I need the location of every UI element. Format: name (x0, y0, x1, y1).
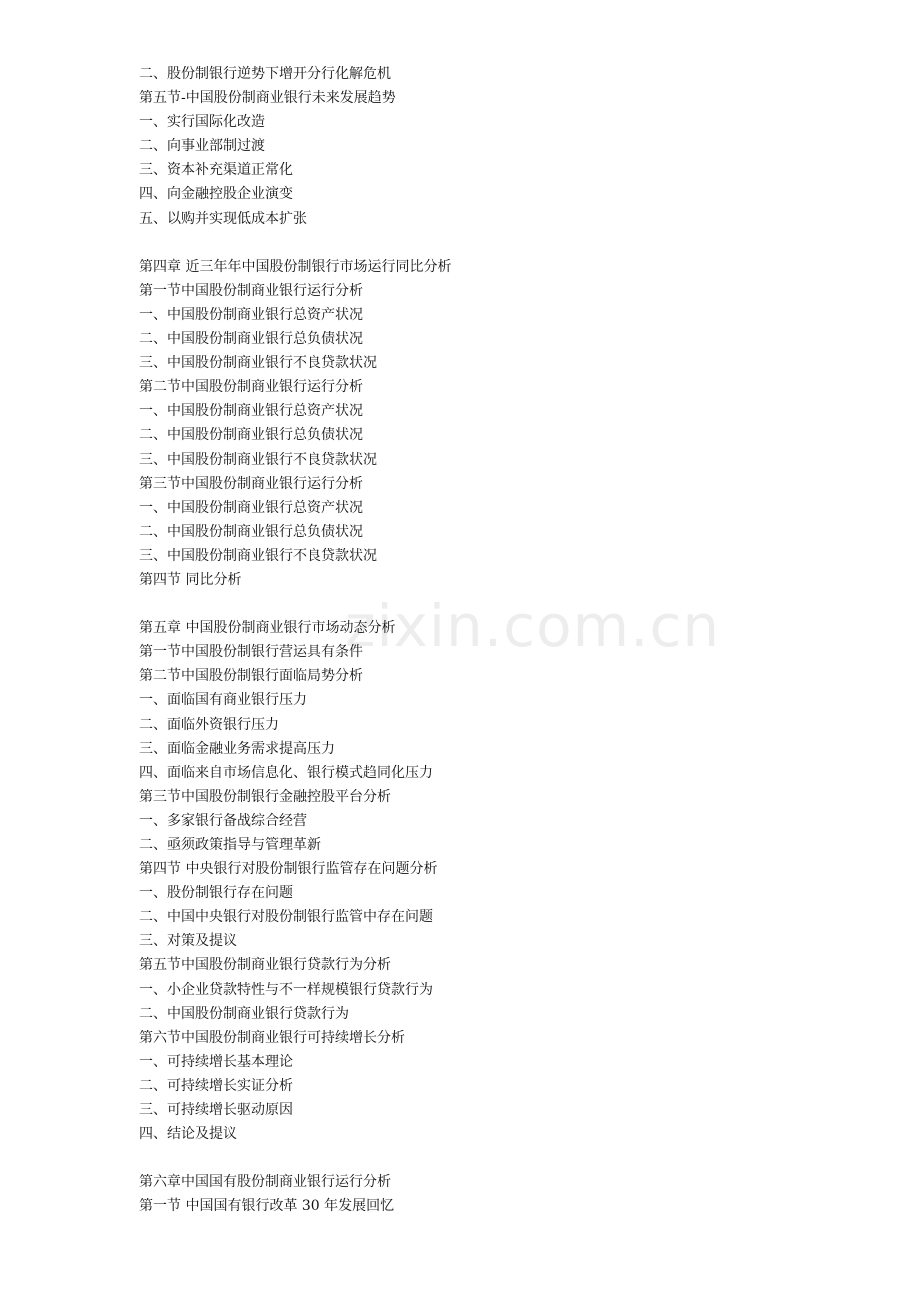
toc-line: 一、多家银行备战综合经营 (139, 812, 307, 829)
toc-line: 四、面临来自市场信息化、银行模式趋同化压力 (139, 764, 433, 781)
toc-line: 三、对策及提议 (139, 933, 237, 950)
toc-line: 二、中国股份制商业银行总负债状况 (139, 427, 363, 444)
toc-line: 二、中国股份制商业银行贷款行为 (139, 1005, 349, 1022)
toc-line: 二、股份制银行逆势下增开分行化解危机 (139, 66, 391, 82)
toc-section-heading: 第一节 中国国有银行改革 30 年发展回忆 (139, 1198, 395, 1215)
toc-line: 三、中国股份制商业银行不良贷款状况 (139, 451, 377, 468)
toc-line: 五、以购并实现低成本扩张 (139, 210, 307, 227)
toc-section-heading: 第四节 同比分析 (139, 571, 242, 588)
toc-line: 三、中国股份制商业银行不良贷款状况 (139, 547, 377, 564)
toc-chapter-heading: 第四章 近三年年中国股份制银行市场运行同比分析 (139, 258, 452, 275)
toc-section-heading: 第五节-中国股份制商业银行未来发展趋势 (139, 90, 396, 107)
watermark: zixin.com.cn (345, 592, 721, 660)
toc-line: 三、可持续增长驱动原因 (139, 1102, 293, 1119)
toc-section-heading: 第一节中国股份制商业银行运行分析 (139, 282, 363, 299)
toc-section-heading: 第一节中国股份制银行营运具有条件 (139, 644, 363, 661)
toc-section-heading: 第三节中国股份制银行金融控股平台分析 (139, 788, 391, 805)
toc-line: 三、中国股份制商业银行不良贷款状况 (139, 355, 377, 372)
toc-line: 一、可持续增长基本理论 (139, 1053, 293, 1070)
toc-line: 二、向事业部制过渡 (139, 138, 265, 155)
toc-line: 二、亟须政策指导与管理革新 (139, 837, 321, 853)
table-of-contents (139, 62, 839, 1219)
toc-chapter-heading: 第五章 中国股份制商业银行市场动态分析 (139, 620, 396, 637)
toc-line: 三、面临金融业务需求提高压力 (139, 740, 335, 757)
toc-line: 一、小企业贷款特性与不一样规模银行贷款行为 (139, 981, 433, 998)
toc-chapter-heading: 第六章中国国有股份制商业银行运行分析 (139, 1174, 391, 1191)
toc-line: 一、实行国际化改造 (139, 114, 265, 131)
toc-line: 四、结论及提议 (139, 1126, 237, 1143)
toc-line: 二、中国股份制商业银行总负债状况 (139, 331, 363, 348)
toc-line: 二、面临外资银行压力 (139, 716, 279, 733)
toc-line: 二、中国中央银行对股份制银行监管中存在问题 (139, 909, 433, 926)
blank-line (139, 231, 839, 255)
toc-line: 二、可持续增长实证分析 (139, 1077, 293, 1094)
toc-line: 一、股份制银行存在问题 (139, 885, 293, 902)
toc-line: 四、向金融控股企业演变 (139, 186, 293, 203)
blank-line (139, 592, 839, 616)
toc-line: 二、中国股份制商业银行总负债状况 (139, 523, 363, 540)
toc-line: 一、面临国有商业银行压力 (139, 692, 307, 709)
toc-line: 一、中国股份制商业银行总资产状况 (139, 306, 363, 323)
toc-section-heading: 第六节中国股份制商业银行可持续增长分析 (139, 1029, 405, 1046)
toc-line: 一、中国股份制商业银行总资产状况 (139, 499, 363, 516)
toc-section-heading: 第二节中国股份制商业银行运行分析 (139, 379, 363, 396)
toc-section-heading: 第五节中国股份制商业银行贷款行为分析 (139, 957, 391, 974)
toc-line: 一、中国股份制商业银行总资产状况 (139, 403, 363, 420)
toc-line: 三、资本补充渠道正常化 (139, 162, 293, 179)
blank-line (139, 1146, 839, 1170)
toc-section-heading: 第三节中国股份制商业银行运行分析 (139, 475, 363, 492)
toc-section-heading: 第四节 中央银行对股份制银行监管存在问题分析 (139, 861, 438, 878)
toc-section-heading: 第二节中国股份制银行面临局势分析 (139, 668, 363, 685)
